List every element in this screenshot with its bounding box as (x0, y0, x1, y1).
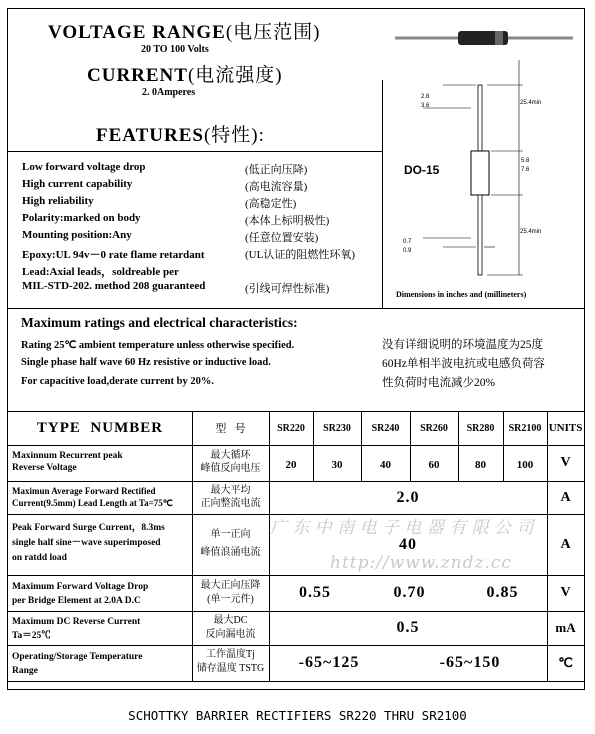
table-cell-value: 0.5 (396, 619, 420, 636)
dim-body-2: 7.6 (521, 167, 530, 173)
feature-item-cn: (UL认证的阻燃性环氧) (245, 249, 355, 261)
type-number-header-cn: 型 号 (215, 423, 246, 435)
param-label-cn: 最大正向压降 (单一元件) (200, 580, 261, 605)
feature-item-cn: (低正向压降) (245, 164, 308, 176)
feature-item-en: MIL-STD-202. method 208 guaranteed (22, 280, 206, 292)
ratings-cn-2: 60Hz单相半波电抗或电感负荷容 (382, 358, 545, 370)
dim-bottom-length: 25.4min (520, 229, 542, 235)
param-label: Operating/Storage Temperature Range (12, 652, 143, 676)
table-cell-unit: V (560, 455, 571, 470)
param-label: Maximum DC Reverse Current Ta＝25℃ (12, 617, 141, 641)
feature-item-en: Epoxy:UL 94v－0 rate flame retardant (22, 249, 205, 261)
lead-bottom (478, 195, 482, 275)
table-cell-value: -65~150 (439, 654, 501, 671)
model-header: SR240 (371, 422, 400, 434)
table-cell-value: 100 (516, 459, 534, 471)
ratings-top-divider (8, 308, 584, 309)
voltage-range-value: 20 TO 100 Volts (141, 44, 209, 55)
ratings-cn-1: 没有详细说明的环境温度为25度 (382, 339, 543, 351)
model-header: SR260 (420, 422, 448, 434)
model-header: SR2100 (508, 422, 542, 434)
param-label-cn: 最大循环 峰值反向电压 (200, 450, 261, 474)
feature-item-en: High current capability (22, 178, 133, 190)
model-header: SR230 (323, 422, 351, 434)
table-cell-value: 40 (399, 536, 417, 553)
watermark-company: 广 东 中 南 电 子 电 器 有 限 公 司 (270, 518, 534, 538)
param-label: Peak Forward Surge Current，8.3ms single half sine－wave superimposed on ratdd load (12, 523, 165, 563)
feature-item-en: Low forward voltage drop (22, 161, 146, 173)
feature-item-cn: (引线可焊性标准) (245, 283, 330, 295)
table-cell-unit: ℃ (558, 655, 573, 670)
table-cell-unit: V (560, 585, 571, 600)
current-title: CURRENT(电流强度) (87, 65, 283, 86)
diode-icon (395, 31, 573, 45)
feature-item-en: Lead:Axial leads，soldreable per (22, 266, 179, 278)
feature-item-cn: (本体上标明极性) (245, 215, 330, 227)
dimensions-caption: Dimensions in inches and (millineters) (396, 290, 527, 299)
param-label: Maximum Forward Voltage Drop per Bridge Element at 2.0A D.C (12, 582, 149, 606)
param-label-cn: 工作温度Tj 储存温度 TSTG (196, 649, 265, 674)
feature-item-cn: (高稳定性) (245, 198, 297, 210)
table-cell-value: 0.70 (393, 584, 426, 601)
dim-wire-1: 0.7 (403, 239, 412, 245)
features-title: FEATURES(特性): (96, 125, 265, 146)
param-label-cn: 最大DC 反向漏电流 (205, 615, 256, 640)
watermark-url: http://www.zndz.cc (330, 553, 512, 573)
voltage-range-title: VOLTAGE RANGE(电压范围) (48, 22, 321, 43)
features-divider (8, 151, 382, 152)
table-row-divider (8, 445, 584, 446)
do15-package-diagram (383, 10, 583, 308)
feature-item-en: High reliability (22, 195, 94, 207)
feature-item-en: Polarity:marked on body (22, 212, 141, 224)
dim-body-1: 5.8 (521, 158, 530, 164)
ratings-line-3: For capacitive load,derate current by 20%. (21, 376, 214, 387)
table-cell-value: 2.0 (396, 488, 420, 506)
table-cell-value: 40 (380, 459, 391, 471)
feature-item-cn: (任意位置安装) (245, 232, 319, 244)
table-cell-value: 30 (331, 459, 343, 471)
feature-item-cn: (高电流容量) (245, 181, 308, 193)
dim-top-length: 25.4min (520, 100, 542, 106)
units-header: UNITS (548, 422, 583, 434)
table-cell-value: 0.55 (299, 584, 331, 601)
current-value: 2. 0Amperes (142, 87, 196, 98)
package-name: DO-15 (404, 163, 440, 177)
param-label: Maxinnum Recurrent peak Reverse Voltage (12, 451, 123, 473)
ratings-cn-3: 性负荷时电流减少20% (382, 377, 496, 389)
table-bottom-border (8, 681, 584, 682)
param-label-cn: 最大平均 正向整流电流 (200, 485, 261, 509)
model-header: SR280 (466, 422, 495, 434)
table-cell-value: 20 (285, 459, 297, 471)
dim-lead-dia-1: 2.8 (421, 94, 430, 100)
ratings-line-2: Single phase half wave 60 Hz resistive or inductive load. (21, 357, 271, 368)
ratings-title: Maximum ratings and electrical characteristics: (21, 315, 298, 330)
param-label: Maximun Average Forward Rectified Current(9.5mm) Lead Length at Ta=75℃ (12, 486, 173, 508)
footer-title: SCHOTTKY BARRIER RECTIFIERS SR220 THRU SR2100 (128, 708, 467, 723)
table-cell-value: 80 (475, 459, 486, 471)
dim-lead-dia-2: 3.6 (421, 103, 430, 109)
ratings-line-1: Rating 25℃ ambient temperature unless otherwise specified. (21, 340, 295, 351)
table-cell-value: 0.85 (486, 584, 519, 601)
model-header: SR220 (277, 422, 305, 434)
table-cell-value: 60 (428, 459, 440, 471)
table-cell-value: -65~125 (298, 654, 360, 671)
dim-wire-2: 0.9 (403, 248, 412, 254)
table-cell-unit: mA (555, 620, 576, 635)
table-cell-unit: A (560, 489, 571, 505)
param-label-cn: 单一正向 峰值浪涌电流 (200, 529, 261, 558)
type-number-header: TYPE NUMBER (36, 419, 164, 436)
table-cell-unit: A (560, 536, 571, 552)
feature-item-en: Mounting position:Any (22, 229, 132, 241)
lead-top (478, 85, 482, 151)
diode-body (471, 151, 489, 195)
